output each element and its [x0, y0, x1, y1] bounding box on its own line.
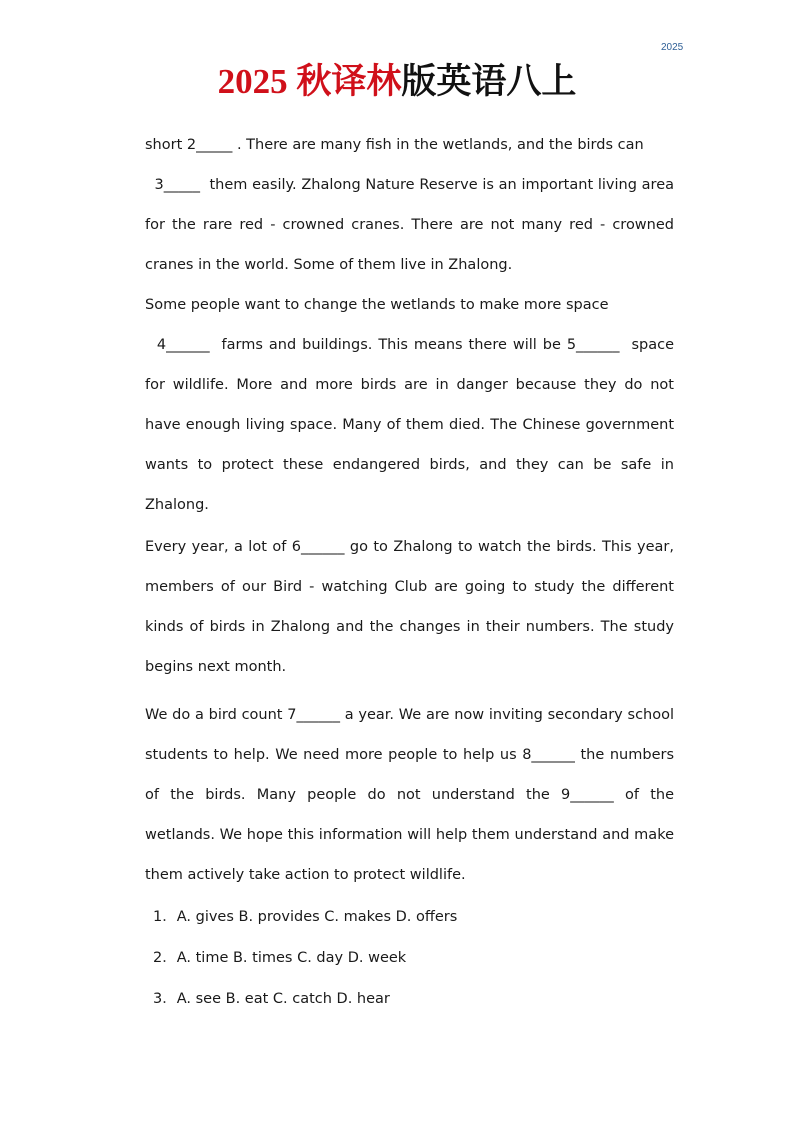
question-options: A. time B. times C. day D. week — [176, 950, 407, 966]
question-options: A. gives B. provides C. makes D. offers — [176, 909, 458, 925]
paragraph-4: We do a bird count 7______ a year. We are now inviting secondary school students to help. We need more people to help us 8______ the numbers of the birds. Many people do not understand the 9______ of the wetlands. We hope this information will help them understand and make them actively take action to protect wildlife. — [145, 707, 674, 883]
title-black-part: 版英语八上 — [401, 62, 577, 101]
question-item — [145, 938, 674, 979]
question-number: 1． — [153, 909, 177, 925]
question-item — [145, 897, 674, 938]
title-red-part: 2025 秋译林 — [217, 62, 402, 101]
paragraph-1-line-1: short 2_____ . There are many fish in the wetlands, and the birds can — [145, 137, 644, 153]
page-title — [0, 60, 794, 104]
paragraph-2-continued: 4______ farms and buildings. This means there will be 5______ space for wildlife. More and more birds are in danger because they do not have enough living space. Many of them died. The Chinese government wants to protect these endangered birds, and they can be safe in Zhalong. — [145, 337, 679, 513]
paragraph-2-line-1: Some people want to change the wetlands to make more space — [145, 297, 609, 313]
question-number: 3． — [153, 991, 177, 1007]
paragraph-1-continued: 3_____ them easily. Zhalong Nature Reserve is an important living area for the rare red - crowned cranes. There are not many red - crowned cranes in the world. Some of them live in Zhalong. — [145, 177, 679, 273]
paragraph-3: Every year, a lot of 6______ go to Zhalong to watch the birds. This year, members of our Bird - watching Club are going to study the different kinds of birds in Zhalong and the changes in their numbers. The study begins next month. — [145, 539, 674, 675]
passage-body — [145, 125, 679, 1020]
question-list — [145, 897, 674, 1020]
question-options: A. see B. eat C. catch D. hear — [176, 991, 390, 1007]
question-number: 2． — [153, 950, 177, 966]
question-item — [145, 979, 674, 1020]
page-corner-label: 2025 — [661, 42, 684, 53]
